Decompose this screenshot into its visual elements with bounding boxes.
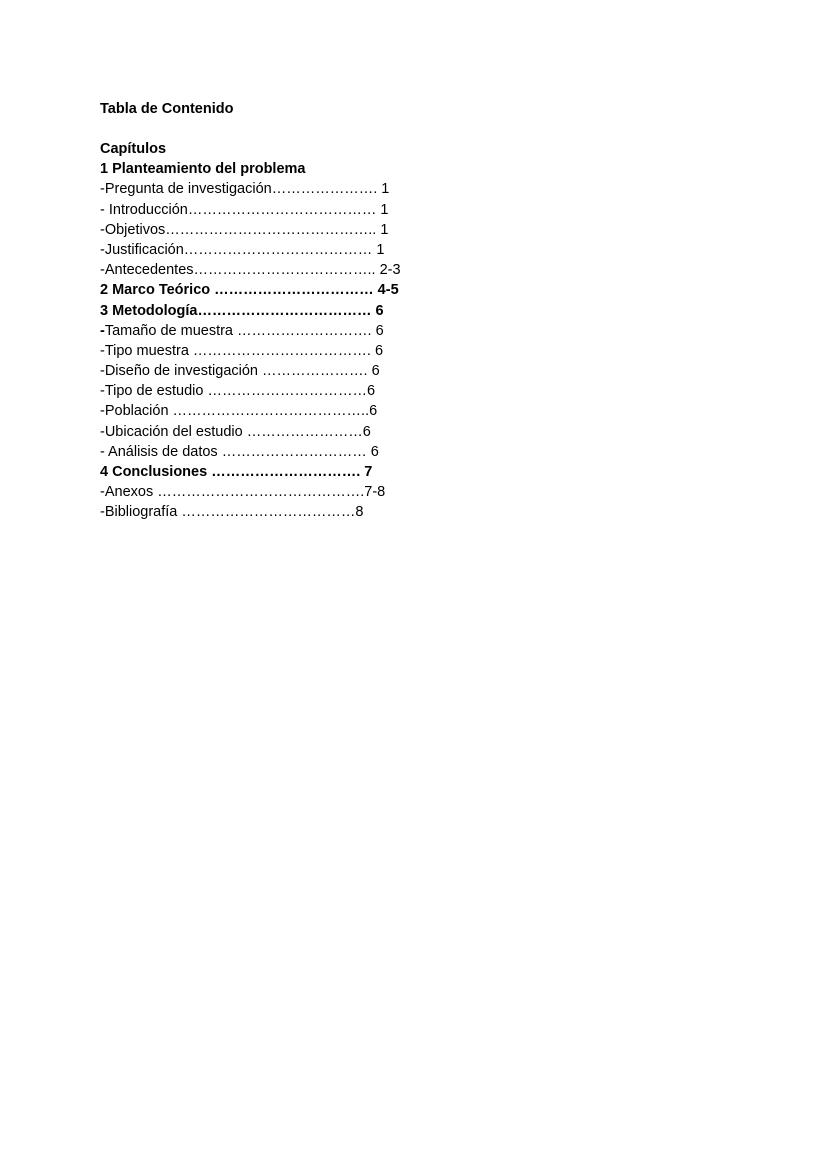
toc-entry-poblacion: -Población …………………………………..6 — [100, 403, 378, 420]
document-title: Tabla de Contenido — [100, 101, 234, 117]
toc-entry-pregunta: -Pregunta de investigación…………………. 1 — [100, 181, 390, 198]
toc-entry-bibliografia: -Bibliografía ………………………………8 — [100, 504, 364, 521]
toc-entry-diseno: -Diseño de investigación …………………. 6 — [100, 363, 380, 380]
toc-entry-chapter-2: 2 Marco Teórico …………………………… 4-5 — [100, 282, 399, 299]
document-page — [100, 99, 740, 523]
toc-entry-objetivos: -Objetivos…………………………………….. 1 — [100, 221, 389, 238]
toc-entry-tipo-muestra: -Tipo muestra ………………………………. 6 — [100, 342, 384, 359]
toc-entry-tipo-estudio: -Tipo de estudio ……………………………6 — [100, 383, 376, 400]
toc-entry-chapter-1: 1 Planteamiento del problema — [100, 161, 306, 178]
chapters-heading: Capítulos — [100, 141, 167, 157]
toc-entry-chapter-3: 3 Metodología……………………………… 6 — [100, 302, 384, 319]
toc-entry-anexos: -Anexos …………………………………….7-8 — [100, 484, 386, 501]
toc-entry-introduccion: - Introducción………………………………… 1 — [100, 201, 389, 218]
toc-entry-lead: - — [100, 322, 105, 339]
toc-entry-antecedentes: -Antecedentes……………………………….. 2-3 — [100, 262, 401, 279]
toc-entry-analisis: - Análisis de datos ………………………… 6 — [100, 443, 379, 460]
toc-entry-tamano-muestra — [100, 321, 740, 341]
toc-entry-justificacion: -Justificación………………………………… 1 — [100, 241, 385, 258]
toc-entry-chapter-4: 4 Conclusiones …………………………. 7 — [100, 464, 373, 480]
toc-entry-text: Tamaño de muestra ………………………. 6 — [104, 322, 384, 339]
toc-entry-ubicacion: -Ubicación del estudio ……………………6 — [100, 423, 371, 440]
